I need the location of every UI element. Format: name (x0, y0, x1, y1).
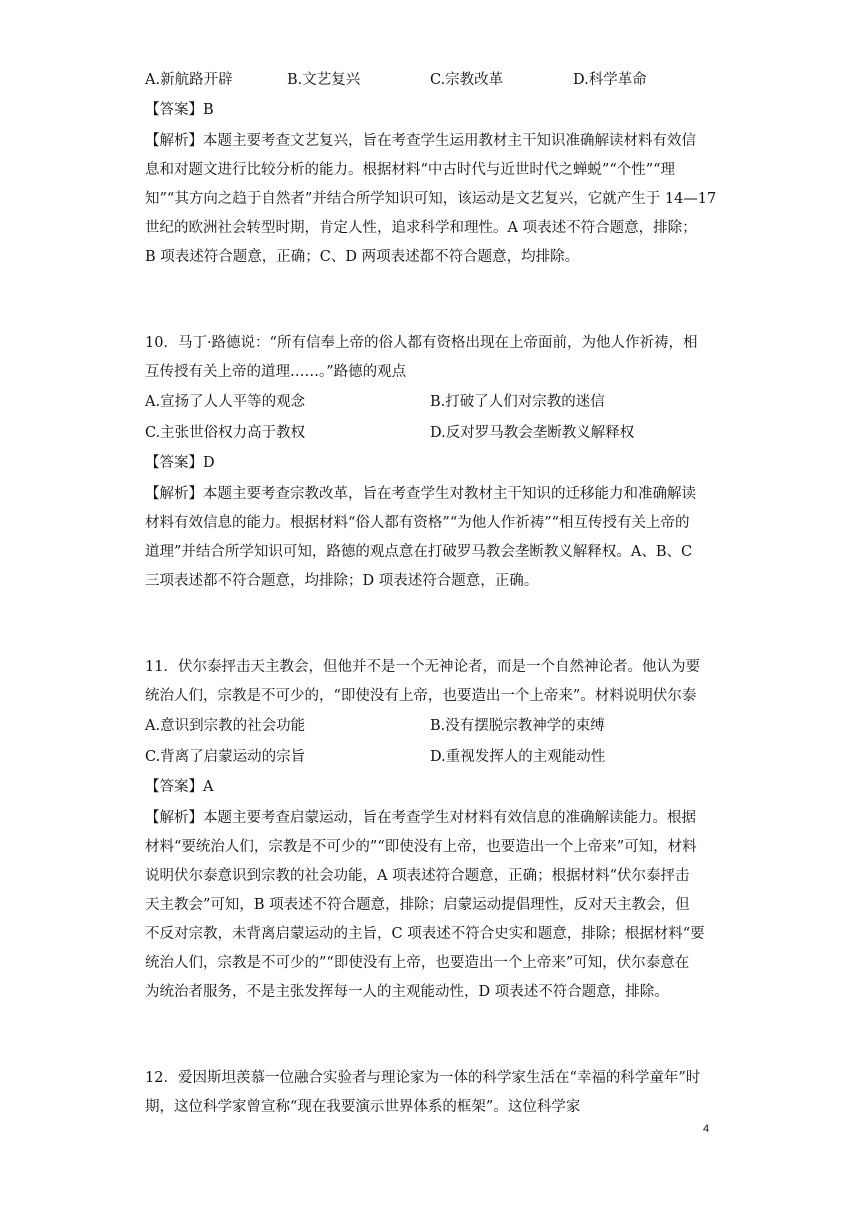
q9-option-a: A.新航路开辟 (145, 72, 233, 88)
q9-analysis-line: 息和对题文进行比较分析的能力。根据材料“中古时代与近世时代之蝉蜕”“个性”“理 (145, 162, 676, 178)
q9-option-d: D.科学革命 (573, 72, 647, 88)
q10-stem-line: 10．马丁·路德说：“所有信奉上帝的俗人都有资格出现在上帝面前，为他人作祈祷，相 (145, 335, 698, 351)
q9-option-b: B.文艺复兴 (287, 72, 361, 88)
q11-stem-line: 11．伏尔泰抨击天主教会，但他并不是一个无神论者，而是一个自然神论者。他认为要 (145, 659, 700, 675)
q11-analysis-line: 天主教会”可知，B 项表述不符合题意，排除；启蒙运动提倡理性，反对天主教会，但 (145, 897, 690, 913)
q12-stem-line: 12．爱因斯坦羡慕一位融合实验者与理论家为一体的科学家生活在“幸福的科学童年”时 (145, 1070, 701, 1086)
q11-analysis-line: 不反对宗教，未背离启蒙运动的主旨，C 项表述不符合史实和题意，排除；根据材料“要 (145, 926, 705, 942)
q9-analysis-line: 世纪的欧洲社会转型时期，肯定人性，追求科学和理性。A 项表述不符合题意，排除； (145, 220, 697, 236)
q10-option-a: A.宣扬了人人平等的观念 (145, 394, 306, 410)
page-number: 4 (703, 1123, 710, 1135)
q10-stem-line: 互传授有关上帝的道理……。”路德的观点 (145, 364, 407, 380)
q9-answer: 【答案】B (145, 102, 214, 118)
q10-option-d: D.反对罗马教会垄断教义解释权 (430, 425, 635, 441)
q11-option-c: C.背离了启蒙运动的宗旨 (145, 749, 306, 765)
q11-analysis-line: 说明伏尔泰意识到宗教的社会功能，A 项表述符合题意，正确；根据材料“伏尔泰抨击 (145, 868, 690, 884)
q10-analysis-line: 道理”并结合所学知识可知，路德的观点意在打破罗马教会垄断教义解释权。A、B、C (145, 544, 693, 560)
q11-option-b: B.没有摆脱宗教神学的束缚 (430, 718, 605, 734)
q9-analysis-line: 【解析】本题主要考查文艺复兴，旨在考查学生运用教材主干知识准确解读材料有效信 (145, 133, 696, 149)
q11-analysis-line: 为统治者服务，不是主张发挥每一人的主观能动性，D 项表述不符合题意，排除。 (145, 984, 669, 1000)
q11-stem-line: 统治人们，宗教是不可少的，“即使没有上帝，也要造出一个上帝来”。材料说明伏尔泰 (145, 688, 697, 704)
q9-analysis-line: B 项表述符合题意，正确；C、D 两项表述都不符合题意，均排除。 (145, 249, 580, 265)
q9-option-c: C.宗教改革 (430, 72, 504, 88)
q11-analysis-line: 材料“要统治人们，宗教是不可少的”“即使没有上帝，也要造出一个上帝来”可知，材料 (145, 839, 697, 855)
q10-analysis-line: 材料有效信息的能力。根据材料“俗人都有资格”“为他人作祈祷”“相互传授有关上帝的 (145, 515, 690, 531)
q11-option-a: A.意识到宗教的社会功能 (145, 718, 306, 734)
q10-option-b: B.打破了人们对宗教的迷信 (430, 394, 605, 410)
q11-option-d: D.重视发挥人的主观能动性 (430, 749, 606, 765)
q10-option-c: C.主张世俗权力高于教权 (145, 425, 306, 441)
q11-analysis-line: 统治人们，宗教是不可少的”“即使没有上帝，也要造出一个上帝来”可知，伏尔泰意在 (145, 955, 690, 971)
q9-analysis-line: 知”“其方向之趋于自然者”并结合所学知识可知，该运动是文艺复兴，它就产生于 14—17 (145, 191, 717, 207)
q12-stem-line: 期，这位科学家曾宣称“现在我要演示世界体系的框架”。这位科学家 (145, 1099, 581, 1115)
q11-answer: 【答案】A (145, 779, 214, 795)
q10-analysis-line: 【解析】本题主要考查宗教改革，旨在考查学生对教材主干知识的迁移能力和准确解读 (145, 486, 696, 502)
q11-analysis-line: 【解析】本题主要考查启蒙运动，旨在考查学生对材料有效信息的准确解读能力。根据 (145, 810, 696, 826)
q10-answer: 【答案】D (145, 455, 215, 471)
q10-analysis-line: 三项表述都不符合题意，均排除；D 项表述符合题意，正确。 (145, 573, 539, 589)
